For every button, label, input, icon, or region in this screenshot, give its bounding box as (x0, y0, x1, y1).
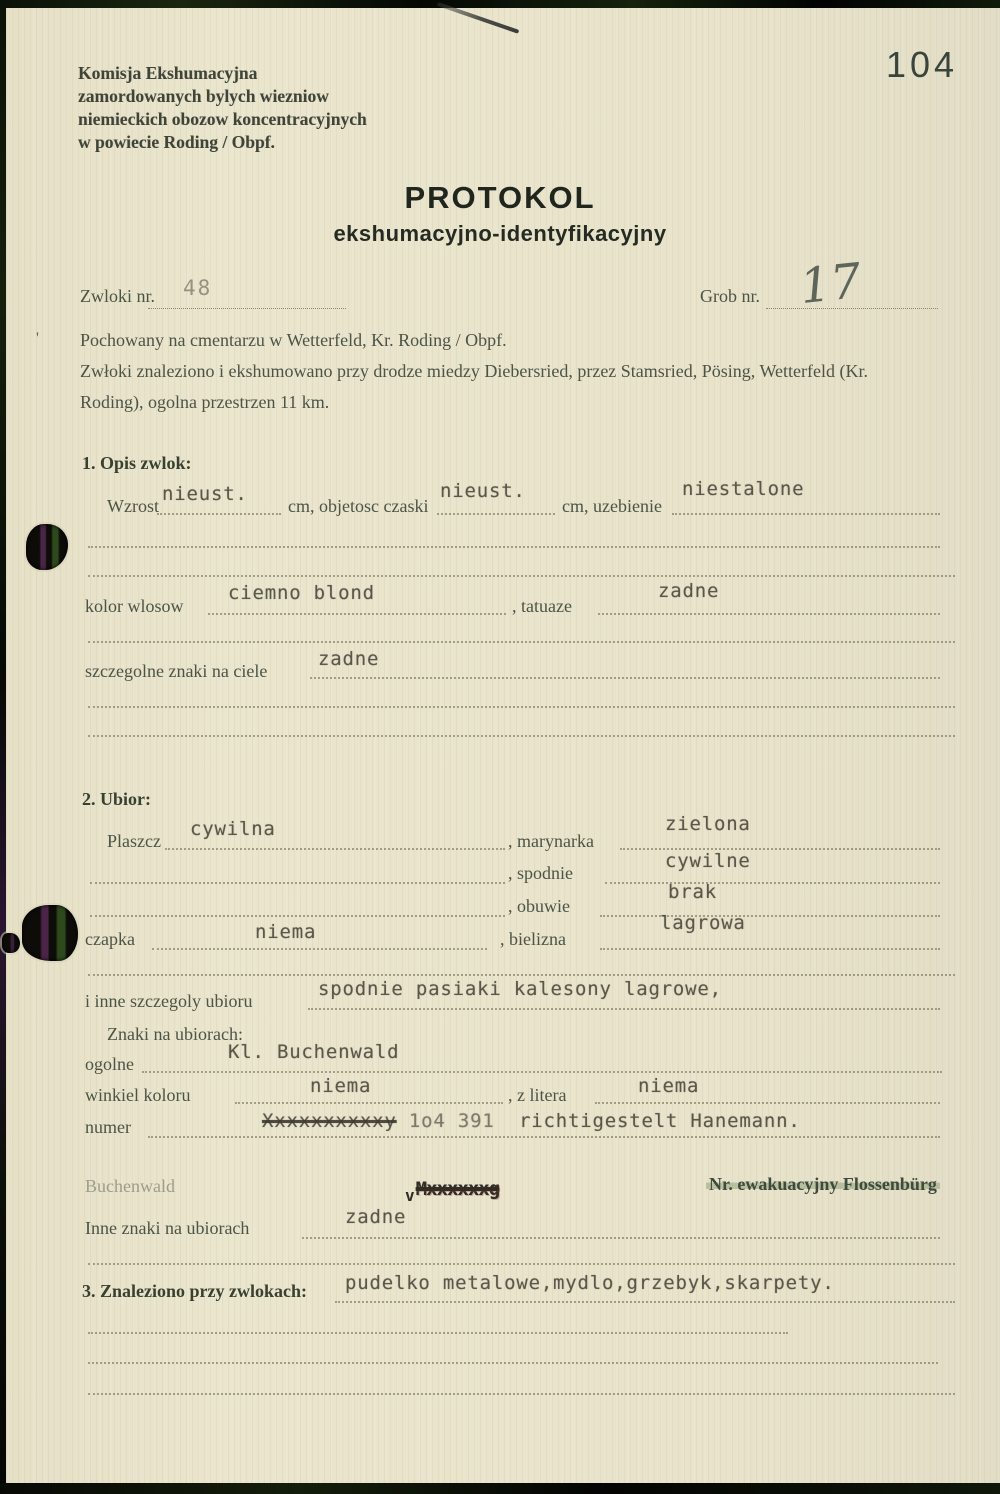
czaszka-value: nieust. (440, 480, 526, 502)
dotted-line (88, 641, 955, 643)
dotted-line (148, 308, 346, 309)
dotted-line (90, 915, 505, 917)
dotted-line (88, 1362, 938, 1364)
marynarka-label: , marynarka (508, 831, 594, 851)
dotted-line (208, 613, 506, 615)
stamp-nr-ewakuacyjny-flossenburg: Nr. ewakuacyjny Flossenbürg (706, 1174, 940, 1195)
stamp-crossed-out-center (405, 1178, 500, 1205)
dotted-line (88, 735, 955, 737)
letterhead-line-2: zamordowanych bylych wiezniow (78, 86, 329, 106)
zwloki-nr-label: Zwloki nr. (80, 286, 155, 306)
section3-value: pudelko metalowe,mydlo,grzebyk,skarpety. (345, 1272, 835, 1294)
dotted-line (88, 546, 940, 548)
dotted-line (672, 513, 940, 515)
dotted-line (88, 706, 955, 708)
stamp-crossed-text: Mxxxxxxg (415, 1178, 500, 1200)
punch-hole-smudge (2, 933, 20, 953)
dotted-line (302, 1237, 940, 1239)
numer-faint-digits: 1o4 391 (408, 1110, 495, 1132)
section2-heading: 2. Ubior: (82, 789, 151, 809)
bielizna-value: lagrowa (660, 912, 746, 934)
czapka-label: czapka (85, 929, 135, 949)
dotted-line (152, 948, 487, 950)
document-title: PROTOKOL (404, 180, 596, 215)
plaszcz-label: Plaszcz (107, 831, 161, 851)
inne-znaki-value: zadne (345, 1206, 407, 1228)
z-litera-label: , z litera (508, 1085, 567, 1105)
numer-correction: richtigestelt Hanemann. (519, 1110, 801, 1132)
dotted-line (90, 882, 505, 884)
grob-nr-label: Grob nr. (700, 286, 760, 306)
dotted-line (335, 1301, 955, 1303)
section1-heading: 1. Opis zwlok: (82, 453, 192, 473)
uzebienie-value: niestalone (682, 478, 805, 500)
dotted-line (165, 848, 505, 850)
dotted-line (88, 1263, 955, 1265)
czaszka-label: cm, objetosc czaski (288, 496, 429, 516)
kolor-wlosow-value: ciemno blond (228, 582, 375, 604)
dotted-line (600, 948, 940, 950)
page-number: 104 (886, 44, 959, 85)
dotted-line (598, 613, 940, 615)
tatuaze-value: zadne (658, 580, 720, 602)
dotted-line (308, 1008, 940, 1010)
uzebienie-label: cm, uzebienie (562, 496, 662, 516)
dotted-line (437, 513, 555, 515)
dotted-line (88, 575, 955, 577)
dotted-line (310, 677, 940, 679)
spodnie-label: , spodnie (508, 863, 573, 883)
intro-line-3: Roding), ogolna przestrzen 11 km. (80, 392, 330, 412)
stamp-buchenwald: Buchenwald (85, 1176, 175, 1196)
grob-nr-value-handwritten: 17 (797, 252, 864, 316)
document-subtitle: ekshumacyjno-identyfikacyjny (333, 221, 667, 246)
dotted-line (600, 915, 940, 917)
numer-label: numer (85, 1117, 131, 1137)
z-litera-value: niema (638, 1075, 700, 1097)
stamp-check-mark: v (405, 1186, 415, 1205)
zwloki-nr-value: 48 (183, 276, 213, 300)
szczegolne-znaki-label: szczegolne znaki na ciele (85, 661, 268, 681)
intro-line-2: Zwłoki znaleziono i ekshumowano przy drodze miedzy Diebersried, przez Stamsried, Pösing, Wetterfeld (Kr. (80, 361, 868, 381)
obuwie-label: , obuwie (508, 896, 570, 916)
znaki-na-ubiorach-heading: Znaki na ubiorach: (107, 1024, 243, 1044)
czapka-value: niema (255, 921, 317, 943)
dotted-line (88, 1393, 955, 1395)
szczegolne-znaki-value: zadne (318, 648, 380, 670)
letterhead-line-3: niemieckich obozow koncentracyjnych (78, 109, 367, 129)
dotted-line (88, 1332, 788, 1334)
dotted-line (595, 1102, 940, 1104)
wzrost-value: nieust. (162, 483, 248, 505)
obuwie-value: brak (668, 881, 717, 903)
dotted-line (88, 974, 955, 976)
letterhead-line-4: w powiecie Roding / Obpf. (78, 132, 275, 152)
winkiel-value: niema (310, 1075, 372, 1097)
numer-value (262, 1110, 801, 1132)
marynarka-value: zielona (665, 813, 751, 835)
intro-line-1: Pochowany na cmentarzu w Wetterfeld, Kr. Roding / Obpf. (80, 330, 507, 350)
bielizna-label: , bielizna (500, 929, 566, 949)
inne-szczegoly-value: spodnie pasiaki kalesony lagrowe, (318, 978, 722, 1000)
punch-hole-bottom (22, 905, 78, 961)
scan-edge-top (0, 0, 1000, 8)
scan-edge-bottom (0, 1483, 1000, 1494)
wzrost-label: Wzrost (107, 496, 159, 516)
tatuaze-label: , tatuaze (512, 596, 572, 616)
dotted-line (605, 882, 940, 884)
numer-crossed-out: Xxxxxxxxxxy (262, 1110, 397, 1132)
dotted-line (235, 1102, 503, 1104)
dotted-line (148, 1136, 940, 1138)
letterhead-line-1: Komisja Ekshumacyjna (78, 63, 258, 83)
punch-hole-top (26, 524, 68, 570)
ogolne-label: ogolne (85, 1054, 134, 1074)
margin-tick-mark: ' (36, 330, 39, 347)
kolor-wlosow-label: kolor wlosow (85, 596, 184, 616)
spodnie-value: cywilne (665, 850, 751, 872)
dotted-line (157, 513, 281, 515)
winkiel-label: winkiel koloru (85, 1085, 191, 1105)
dotted-line (766, 308, 938, 309)
section3-heading: 3. Znaleziono przy zwlokach: (82, 1281, 307, 1301)
inne-szczegoly-label: i inne szczegoly ubioru (85, 991, 253, 1011)
inne-znaki-label: Inne znaki na ubiorach (85, 1218, 250, 1238)
ogolne-value: Kl. Buchenwald (228, 1041, 400, 1063)
dotted-line (142, 1071, 942, 1073)
plaszcz-value: cywilna (190, 818, 276, 840)
